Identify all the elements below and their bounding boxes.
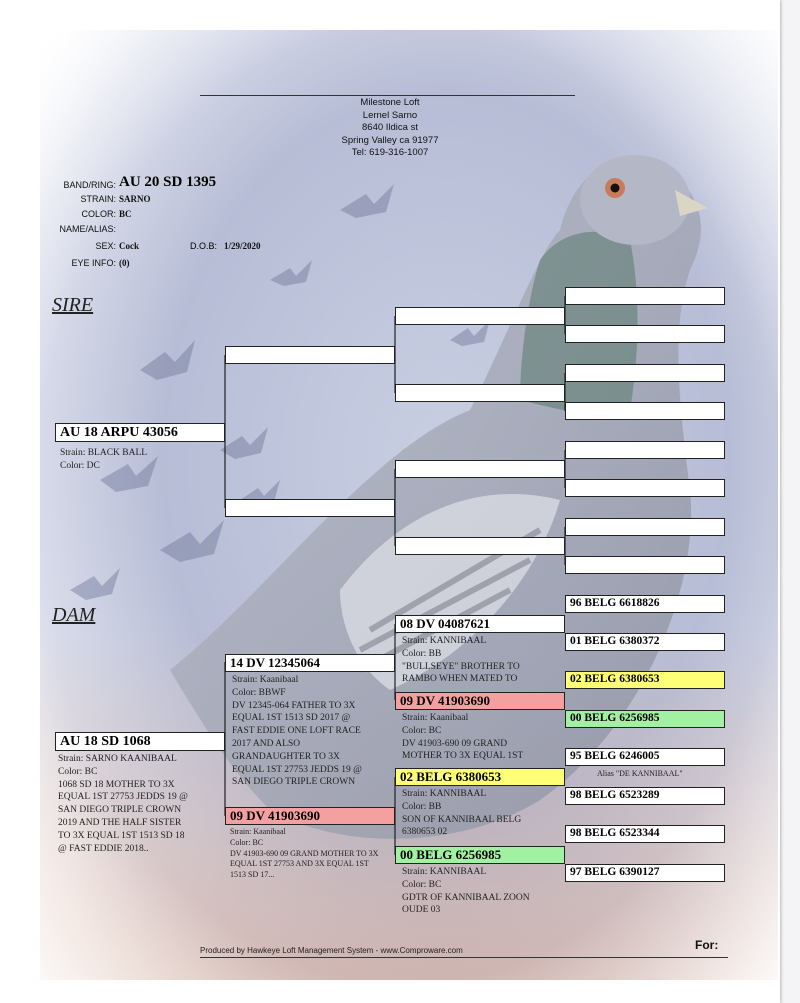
dsd-band: 09 DV 41903690 — [395, 692, 565, 710]
sire-details — [60, 447, 147, 473]
sire-strain: Strain: BLACK BALL — [60, 448, 148, 458]
gg-sire-3 — [565, 364, 725, 382]
bird-strain: SARNO — [119, 194, 151, 204]
eye-info-label: EYE INFO: — [71, 258, 116, 268]
gg-sire-1 — [565, 287, 725, 305]
loft-name: Milestone Loft — [360, 97, 420, 108]
gg-sire-4 — [565, 402, 725, 420]
dsd-detail-line: Color: BC — [402, 725, 442, 736]
dsd-detail-line: Strain: Kaanibaal — [402, 713, 469, 723]
dsd-details — [402, 712, 523, 763]
dam-sire-detail-line: EQUAL 1ST 27753 JEDDS 19 @ — [232, 764, 362, 775]
dam-detail-line: TO 3X EQUAL 1ST 1513 SD 18 — [58, 830, 185, 841]
sire-dam-box — [225, 499, 395, 517]
bird-eye-info: (0) — [119, 258, 130, 268]
gg-sire-7 — [565, 518, 725, 536]
sire-color: Color: DC — [60, 460, 100, 471]
gg-sire-6 — [565, 479, 725, 497]
dam-sire-detail-line: FAST EDDIE ONE LOFT RACE — [232, 726, 361, 737]
sd-sire-box — [395, 460, 565, 478]
footer-for-label: For: — [695, 938, 719, 952]
dam-detail-line: EQUAL 1ST 27753 JEDDS 19 @ — [58, 792, 188, 803]
dam-sire-band: 14 DV 12345064 — [225, 654, 395, 672]
loft-city: Spring Valley ca 91977 — [341, 134, 439, 146]
gg-dam-2: 01 BELG 6380372 — [565, 633, 725, 651]
gg-sire-5 — [565, 441, 725, 459]
ss-sire-box — [395, 307, 565, 325]
dam-sire-detail-line: GRANDAUGHTER TO 3X — [232, 751, 340, 762]
gg-dam-3: 02 BELG 6380653 — [565, 671, 725, 689]
dam-details — [58, 753, 188, 855]
strain-label: STRAIN: — [80, 194, 116, 204]
dam-section-label: DAM — [52, 604, 96, 626]
dam-dam-details — [230, 827, 378, 881]
dam-dam-detail-line: Strain: Kaanibaal — [230, 827, 286, 836]
dss-details — [402, 635, 520, 686]
dam-band: AU 18 SD 1068 — [55, 732, 225, 751]
dam-sire-detail-line: 2017 AND ALSO — [232, 738, 301, 749]
dsd-detail-line: DV 41903-690 09 GRAND — [402, 738, 508, 749]
dam-sire-detail-line: EQUAL 1ST 1513 SD 2017 @ — [232, 713, 351, 724]
dds-detail-line: SON OF KANNIBAAL BELG — [402, 814, 522, 825]
dam-dam-detail-line: Color: BC — [230, 837, 264, 847]
dam-detail-line: SAN DIEGO TRIPLE CROWN — [58, 805, 182, 816]
color-label: COLOR: — [81, 209, 116, 219]
ss-dam-box — [395, 384, 565, 402]
dam-detail-line: 2019 AND THE HALF SISTER — [58, 817, 182, 828]
dds-detail-line: Strain: KANNIBAAL — [402, 789, 487, 799]
gg-sire-8 — [565, 556, 725, 574]
gg-dam-1: 96 BELG 6618826 — [565, 595, 725, 613]
sire-sire-box — [225, 346, 395, 364]
dam-detail-line: @ FAST EDDIE 2018.. — [58, 843, 149, 854]
sire-section-label: SIRE — [52, 294, 94, 316]
gg-dam-8: 97 BELG 6390127 — [565, 864, 725, 882]
loft-phone: Tel: 619-316-1007 — [351, 147, 429, 158]
gg-dam-6: 98 BELG 6523289 — [565, 787, 725, 805]
dss-band: 08 DV 04087621 — [395, 615, 565, 633]
dds-detail-line: 6380653 02 — [402, 827, 448, 838]
ddd-detail-line: Color: BC — [402, 879, 442, 890]
dam-dam-detail-line: 1513 SD 17... — [230, 870, 275, 880]
dds-band: 02 BELG 6380653 — [395, 768, 565, 786]
ddd-detail-line: Strain: KANNIBAAL — [402, 867, 487, 877]
gg-dam-5-alias: Alias "DE KANNIBAAL" — [597, 769, 683, 778]
dds-details — [402, 788, 521, 839]
bird-sex: Cock — [119, 241, 139, 251]
sire-band: AU 18 ARPU 43056 — [55, 423, 225, 442]
dss-detail-line: Color: BB — [402, 648, 442, 659]
dds-detail-line: Color: BB — [402, 801, 442, 812]
dam-sire-detail-line: Color: BBWF — [232, 687, 286, 698]
dam-sire-detail-line: SAN DIEGO TRIPLE CROWN — [232, 777, 356, 788]
ddd-detail-line: GDTR OF KANNIBAAL ZOON — [402, 892, 530, 903]
dam-detail-line: 1068 SD 18 MOTHER TO 3X — [58, 779, 175, 790]
footer-produced-by: Produced by Hawkeye Loft Management System - www.Comproware.com — [200, 946, 463, 955]
sex-label: SEX: — [95, 241, 116, 251]
dam-sire-detail-line: Strain: Kaanibaal — [232, 675, 299, 685]
bird-color: BC — [119, 209, 132, 219]
gg-dam-4: 00 BELG 6256985 — [565, 710, 725, 728]
bird-dob: 1/29/2020 — [224, 241, 261, 251]
dam-dam-band: 09 DV 41903690 — [225, 807, 395, 825]
gg-dam-7: 98 BELG 6523344 — [565, 825, 725, 843]
dob-label: D.O.B: — [190, 241, 218, 251]
loft-address: 8640 Ildica st — [362, 122, 418, 133]
dss-detail-line: RAMBO WHEN MATED TO — [402, 674, 518, 685]
ddd-band: 00 BELG 6256985 — [395, 846, 565, 864]
dam-dam-detail-line: DV 41903-690 09 GRAND MOTHER TO 3X — [230, 848, 379, 858]
band-label: BAND/RING: — [63, 180, 116, 190]
gg-sire-2 — [565, 325, 725, 343]
ddd-detail-line: OUDE 03 — [402, 905, 441, 916]
dam-sire-details — [232, 674, 362, 789]
gg-dam-5: 95 BELG 6246005 — [565, 748, 725, 766]
dam-detail-line: Strain: SARNO KAANIBAAL — [58, 754, 177, 764]
dam-sire-detail-line: DV 12345-064 FATHER TO 3X — [232, 700, 356, 711]
dss-detail-line: "BULLSEYE" BROTHER TO — [402, 661, 520, 672]
footer-rule — [200, 957, 728, 958]
dsd-detail-line: MOTHER TO 3X EQUAL 1ST — [402, 751, 524, 762]
owner-name: Lernel Sarno — [362, 109, 418, 121]
bird-band: AU 20 SD 1395 — [119, 174, 217, 190]
dam-detail-line: Color: BC — [58, 766, 98, 777]
dss-detail-line: Strain: KANNIBAAL — [402, 636, 487, 646]
dam-dam-detail-line: EQUAL 1ST 27753 AND 3X EQUAL 1ST — [230, 859, 369, 869]
ddd-details — [402, 866, 530, 917]
name-alias-label: NAME/ALIAS: — [59, 224, 116, 234]
sd-dam-box — [395, 537, 565, 555]
